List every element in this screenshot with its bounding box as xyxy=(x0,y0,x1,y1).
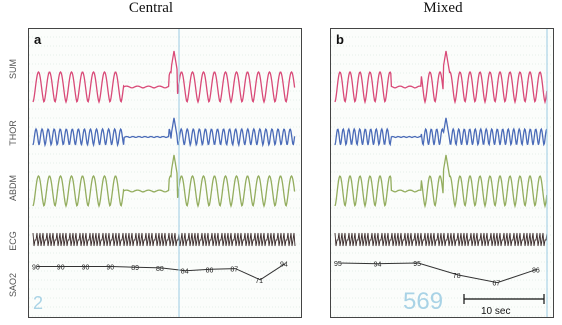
sao2-value-label: 88 xyxy=(156,265,164,273)
channel-label-sao2: SAO2 xyxy=(8,273,18,298)
central-title: Central xyxy=(128,0,174,16)
series-line-sum xyxy=(33,51,295,102)
panel-a-letter: a xyxy=(34,32,42,47)
channel-label-abdm: ABDM xyxy=(8,175,18,202)
sao2-value-label: 95 xyxy=(413,261,421,268)
sao2-value-label: 90 xyxy=(106,264,115,272)
panel-b-letter: b xyxy=(336,32,344,47)
sao2-value-label: 89 xyxy=(131,265,139,273)
sao2-value-label: 95 xyxy=(334,261,342,268)
channel-label-ecg: ECG xyxy=(8,231,18,251)
panel-b xyxy=(330,28,554,318)
panel-a xyxy=(28,28,302,318)
series-line-sum xyxy=(335,51,547,102)
sao2-value-label: 84 xyxy=(180,268,189,276)
panel-b-watermark: 569 xyxy=(403,288,444,315)
panel-a-chart xyxy=(29,29,301,317)
series-line-ecg xyxy=(335,233,547,246)
series-line-abdm xyxy=(33,155,295,206)
channel-label-thor: THOR xyxy=(8,120,18,146)
sao2-value-label: 78 xyxy=(452,272,461,280)
series-line-sao2 xyxy=(339,263,537,283)
sao2-value-label: 94 xyxy=(373,261,382,269)
sao2-value-label: 90 xyxy=(32,264,40,272)
series-line-thor xyxy=(335,118,547,145)
panel-b-chart xyxy=(331,29,553,317)
series-line-thor xyxy=(33,118,295,145)
panel-a-watermark: 2 xyxy=(33,293,44,313)
channel-label-sum: SUM xyxy=(8,59,18,79)
sao2-value-label: 94 xyxy=(280,261,288,269)
series-line-abdm xyxy=(335,155,547,206)
sao2-value-label: 87 xyxy=(230,266,239,274)
mixed-title: Mixed xyxy=(423,0,463,16)
sao2-value-label: 90 xyxy=(81,264,90,272)
sao2-value-label: 67 xyxy=(492,280,501,288)
sao2-value-label: 90 xyxy=(56,264,65,272)
sao2-value-label: 71 xyxy=(255,277,263,285)
sao2-value-label: 86 xyxy=(205,267,214,275)
sao2-value-label: 86 xyxy=(532,267,540,275)
scale-bar-label: 10 sec xyxy=(481,306,511,317)
